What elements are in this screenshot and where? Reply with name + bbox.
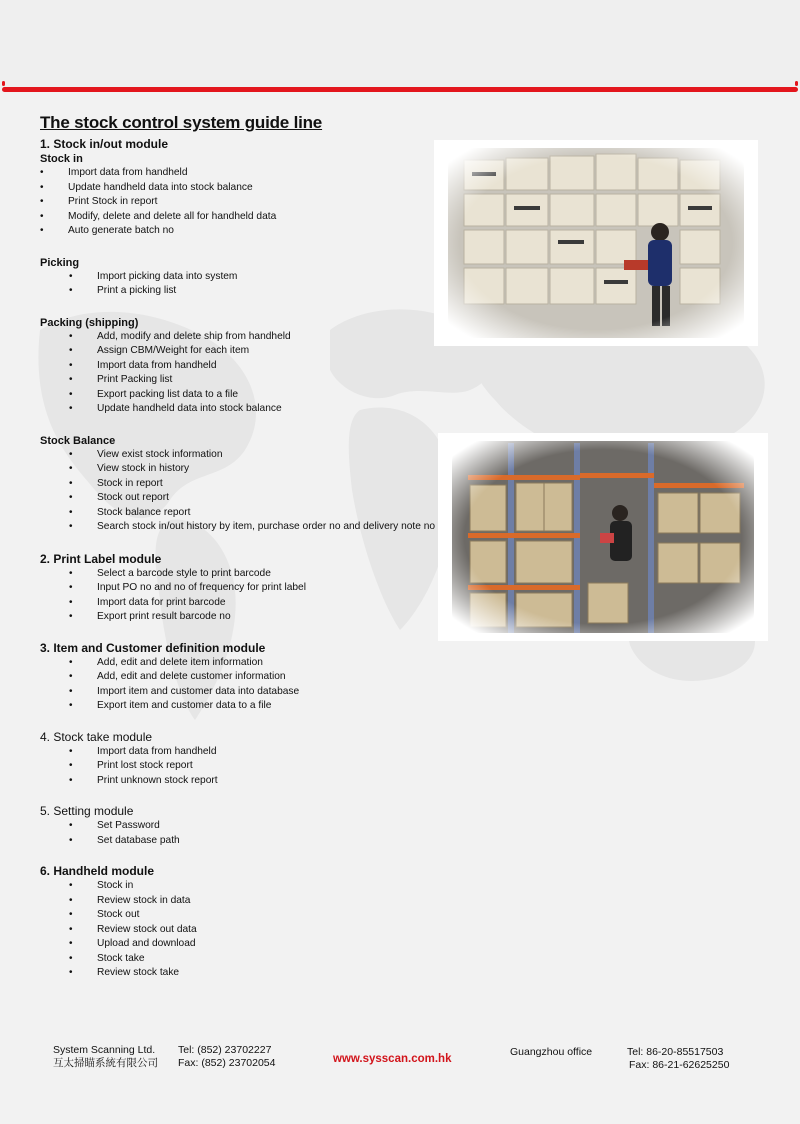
bullet: • [69,582,73,593]
warehouse-photo-1 [434,140,758,346]
list-item: • Stock in report [40,477,440,492]
gz-fax: Fax: 86-21-62625250 [629,1059,730,1071]
bullet: • [69,388,73,400]
module-4-heading: 4. Stock take module [40,729,153,744]
bullet: • [69,894,73,906]
bullet: • [69,596,73,608]
list-item: • Import data from handheld [40,745,440,760]
list-item: • Export packing list data to a file [40,388,440,403]
packing-list [40,330,440,417]
list-item: • Export item and customer data to a file [40,699,440,714]
module-3-heading: 3. Item and Customer definition module [40,640,266,655]
handheld-list [40,879,440,981]
footer-gz-contact [627,1046,729,1072]
setting-list [40,819,440,848]
list-item: • Assign CBM/Weight for each item [40,344,440,359]
picking-list [40,270,440,299]
module-1-heading: 1. Stock in/out module [40,137,169,151]
list-item: • Input PO no and no of frequency for print label [40,581,440,596]
list-item: • Select a barcode style to print barcode [40,567,440,582]
list-item: • Stock in [40,879,440,894]
list-item: • Review stock out data [40,923,440,938]
list-item: • Stock out report [40,491,440,506]
list-item: • Review stock take [40,966,440,981]
website-link[interactable]: www.sysscan.com.hk [333,1053,452,1065]
bullet: • [69,774,73,786]
stock-balance-heading: Stock Balance [40,434,116,447]
list-item: • Add, edit and delete customer information [40,670,440,685]
module-5-heading: 5. Setting module [40,804,134,818]
bullet: • [69,923,73,935]
list-item: • Search stock in/out history by item, purchase order no and delivery note no [40,520,440,535]
list-item: • Stock take [40,952,440,967]
list-item: • Update handheld data into stock balance [40,402,440,417]
picking-heading: Picking [40,256,80,269]
bullet: • [69,345,73,356]
bullet: • [69,330,73,342]
bullet: • [40,210,44,222]
list-item: • Print a picking list [40,284,440,299]
bullet: • [69,403,73,414]
bullet: • [69,521,73,532]
list-item: • Print Stock in report [40,195,440,210]
bullet: • [69,700,73,711]
list-item: • Import data from handheld [40,359,440,374]
bullet: • [69,506,73,518]
list-item: • Update handheld data into stock balance [40,181,440,196]
header-red-rule [2,87,798,92]
bullet: • [69,285,73,296]
list-item: • Set Password [40,819,440,834]
bullet: • [40,225,44,236]
bullet: • [69,745,73,757]
list-item: • Modify, delete and delete all for handheld data [40,210,440,225]
stock-in-heading: Stock in [40,153,83,165]
item-customer-list [40,656,440,714]
list-item: • Add, modify and delete ship from handheld [40,330,440,345]
packing-heading: Packing (shipping) [40,316,139,329]
list-item: • Import data from handheld [40,166,440,181]
bullet: • [40,181,44,193]
bullet: • [69,492,73,503]
guangzhou-office-label: Guangzhou office [510,1046,593,1058]
bullet: • [69,477,73,489]
footer-company [53,1044,158,1070]
page-title: The stock control system guide line [40,113,323,132]
gz-tel: Tel: 86-20-85517503 [627,1046,724,1058]
bullet: • [69,834,73,846]
warehouse-shelves-image [438,433,768,641]
list-item: • Print lost stock report [40,759,440,774]
bullet: • [69,359,73,371]
bullet: • [69,656,73,668]
bullet: • [69,760,73,771]
bullet: • [69,967,73,978]
footer-hk-contact [178,1044,275,1070]
list-item: • Import item and customer data into database [40,685,440,700]
bullet: • [69,671,73,682]
list-item: • Print Packing list [40,373,440,388]
hk-tel: Tel: (852) 23702227 [178,1044,272,1056]
list-item: • Import picking data into system [40,270,440,285]
bullet: • [69,463,73,474]
bullet: • [69,952,73,964]
company-name-en: System Scanning Ltd. [53,1044,156,1056]
bullet: • [69,611,73,622]
bullet: • [69,880,73,891]
bullet: • [69,909,73,920]
bullet: • [69,685,73,697]
list-item: • Review stock in data [40,894,440,909]
bullet: • [69,938,73,949]
bullet: • [69,567,73,579]
stock-balance-list [40,448,440,535]
list-item: • Stock balance report [40,506,440,521]
company-name-zh: 互太掃瞄系統有限公司 [53,1057,158,1069]
list-item: • Export print result barcode no [40,610,440,625]
list-item: • View exist stock information [40,448,440,463]
list-item: • Auto generate batch no [40,224,440,239]
stock-take-list [40,745,440,789]
list-item: • Print unknown stock report [40,774,440,789]
hk-fax: Fax: (852) 23702054 [178,1057,276,1069]
list-item: • Set database path [40,834,440,849]
list-item: • Stock out [40,908,440,923]
bullet: • [69,270,73,282]
list-item: • Add, edit and delete item information [40,656,440,671]
list-item: • Upload and download [40,937,440,952]
stock-in-list [40,166,440,239]
list-item: • View stock in history [40,462,440,477]
warehouse-photo-2 [438,433,768,641]
list-item: • Import data for print barcode [40,596,440,611]
module-2-heading: 2. Print Label module [40,551,162,566]
bullet: • [69,448,73,460]
bullet: • [40,196,44,207]
bullet: • [40,167,44,178]
warehouse-boxes-image [434,140,758,346]
module-6-heading: 6. Handheld module [40,864,155,878]
header-band [0,0,800,88]
print-label-list [40,567,440,625]
bullet: • [69,820,73,831]
bullet: • [69,374,73,385]
guide-content [40,113,440,981]
